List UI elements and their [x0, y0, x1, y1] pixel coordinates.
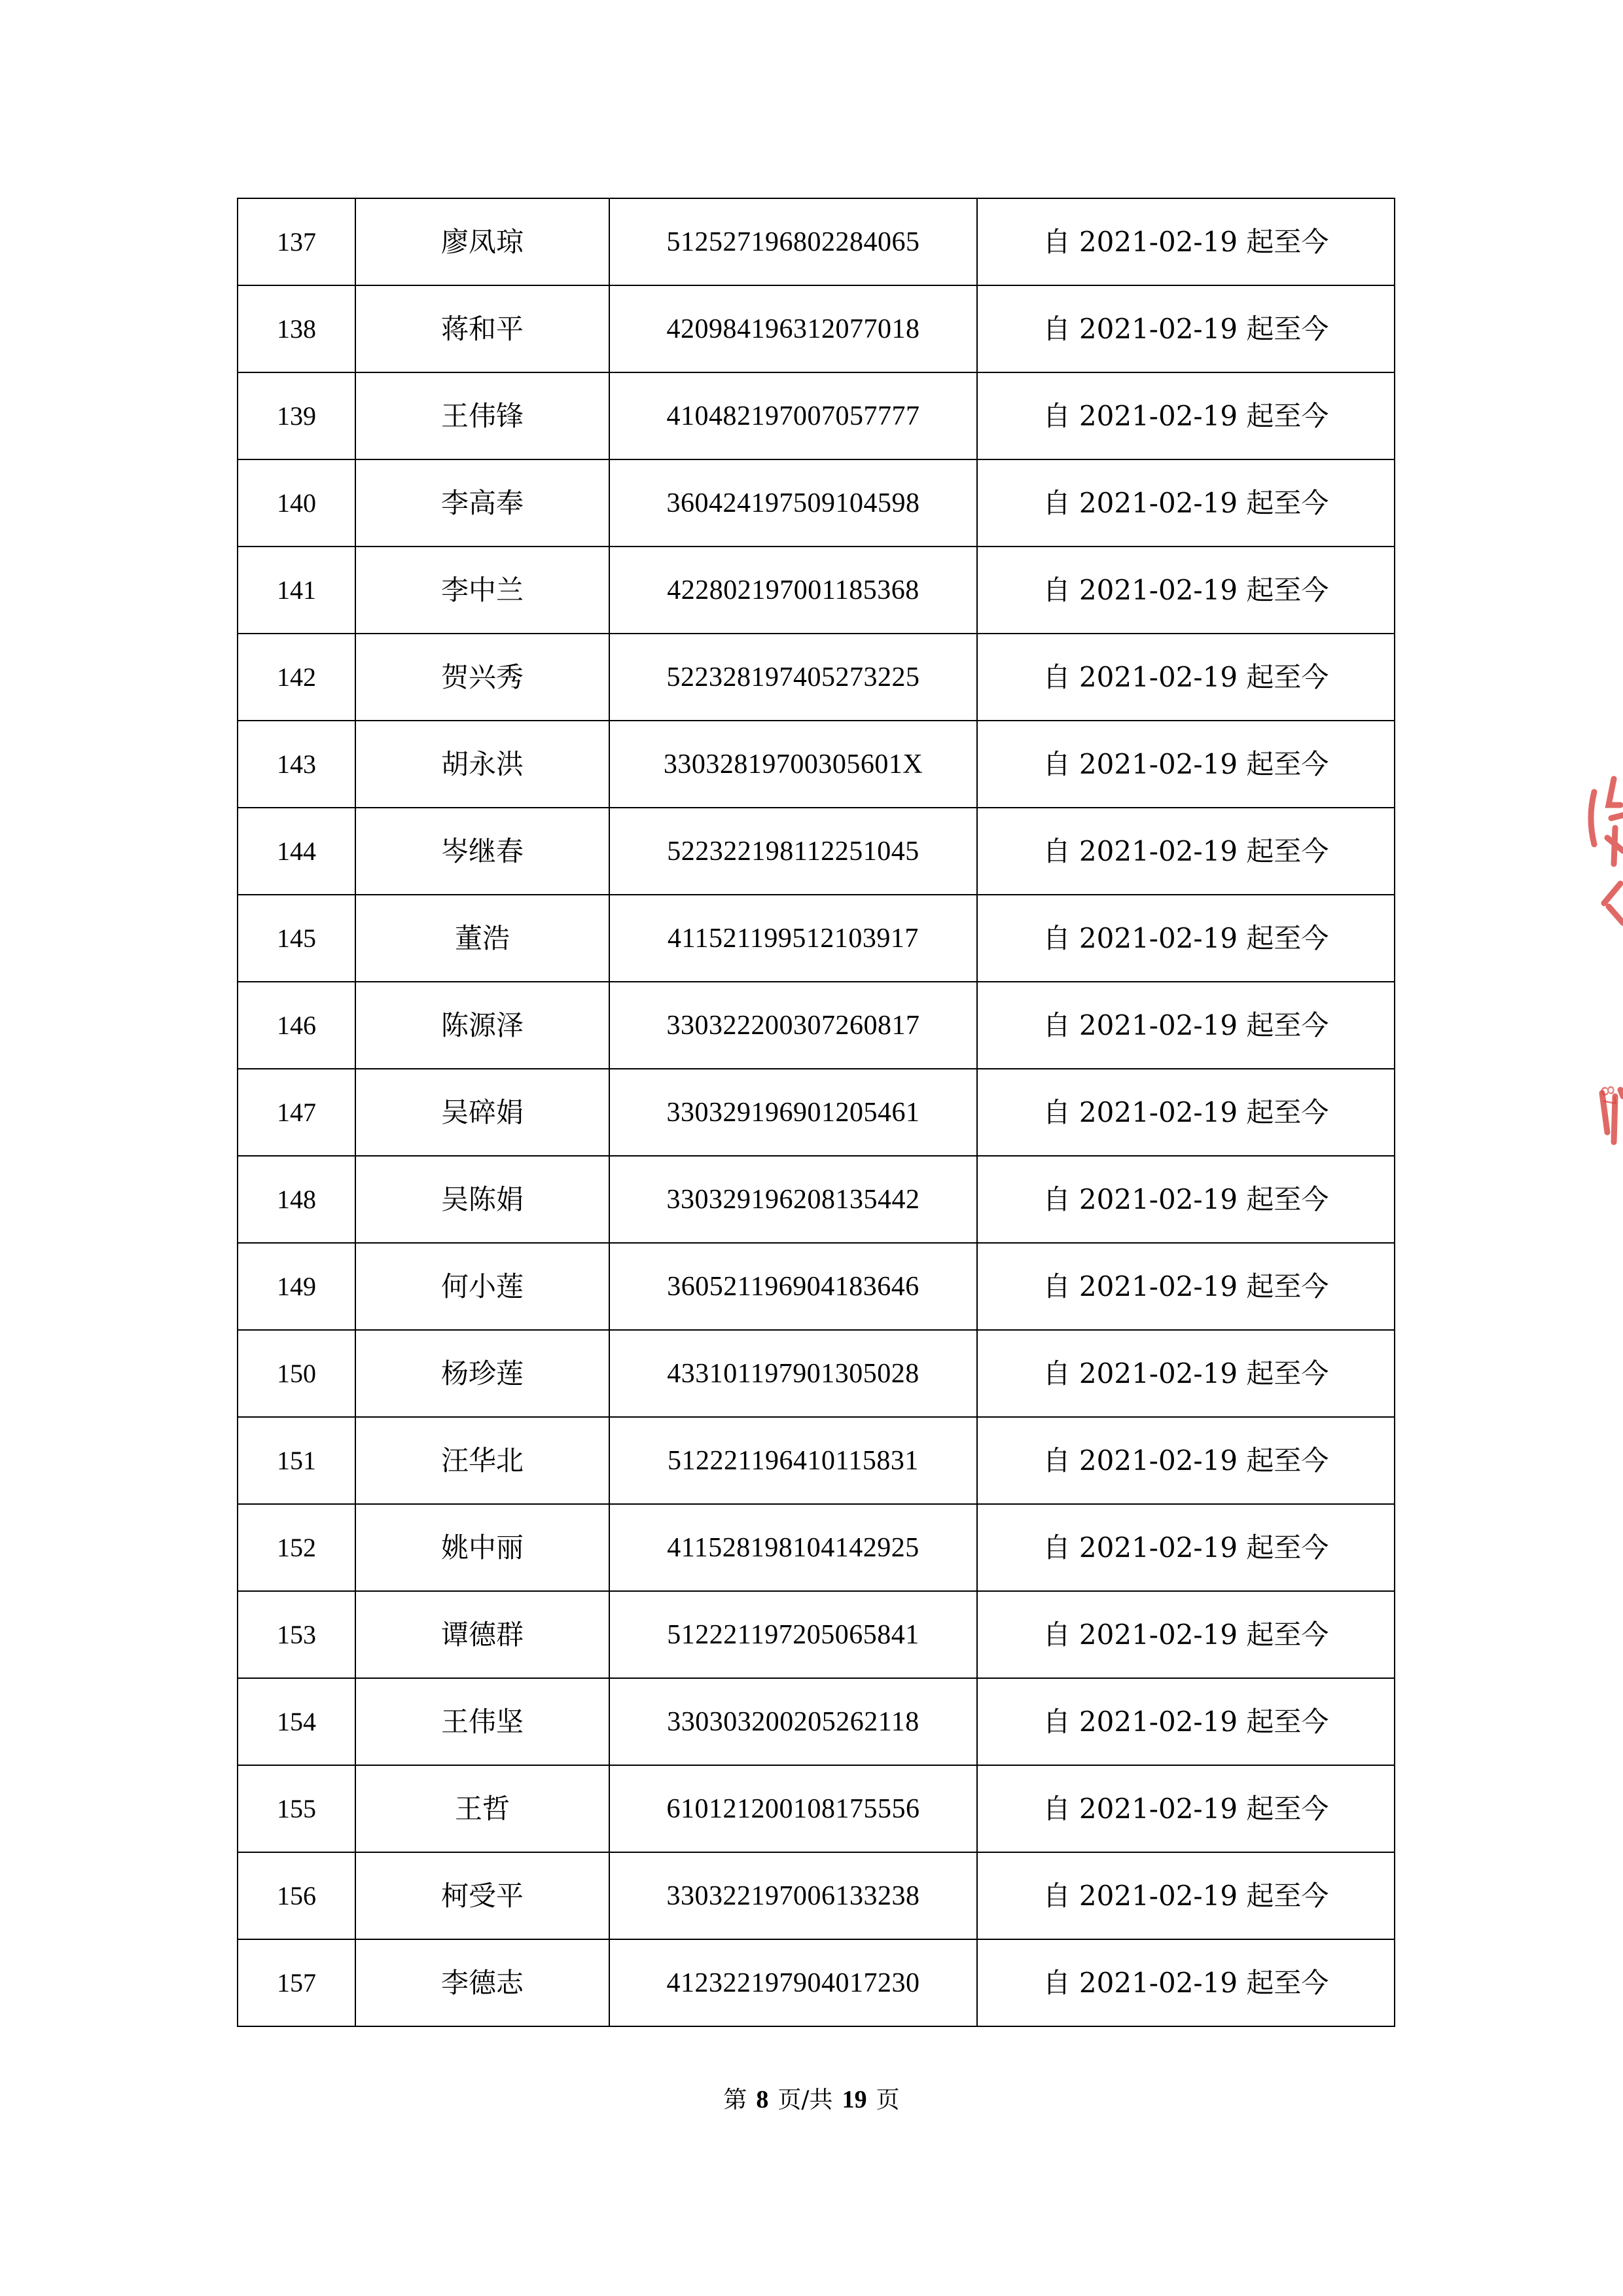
person-name: 何小莲 — [355, 1243, 609, 1330]
row-number: 150 — [238, 1330, 355, 1417]
date-period: 自 2021-02-19 起至今 — [977, 1765, 1395, 1852]
table-row — [238, 459, 1395, 547]
row-number: 143 — [238, 721, 355, 808]
table-row — [238, 1765, 1395, 1852]
id-number: 330329196208135442 — [609, 1156, 977, 1243]
table-row — [238, 1243, 1395, 1330]
id-number: 610121200108175556 — [609, 1765, 977, 1852]
id-number: 512221197205065841 — [609, 1591, 977, 1678]
records-table-body — [238, 198, 1395, 2026]
id-number: 330322200307260817 — [609, 982, 977, 1069]
person-name: 李高奉 — [355, 459, 609, 547]
date-period: 自 2021-02-19 起至今 — [977, 1852, 1395, 1939]
row-number: 155 — [238, 1765, 355, 1852]
row-number: 157 — [238, 1939, 355, 2026]
id-number: 433101197901305028 — [609, 1330, 977, 1417]
total-page-count: 19 — [842, 2086, 867, 2113]
id-number: 330322197006133238 — [609, 1852, 977, 1939]
date-period: 自 2021-02-19 起至今 — [977, 808, 1395, 895]
row-number: 137 — [238, 198, 355, 285]
row-number: 148 — [238, 1156, 355, 1243]
table-row — [238, 1417, 1395, 1504]
date-period: 自 2021-02-19 起至今 — [977, 634, 1395, 721]
current-page-number: 8 — [756, 2086, 769, 2113]
id-number: 33032819700305601X — [609, 721, 977, 808]
row-number: 141 — [238, 547, 355, 634]
id-number: 420984196312077018 — [609, 285, 977, 372]
date-period: 自 2021-02-19 起至今 — [977, 285, 1395, 372]
page-footer — [0, 2081, 1623, 2115]
table-row — [238, 1591, 1395, 1678]
date-period: 自 2021-02-19 起至今 — [977, 895, 1395, 982]
person-name: 李德志 — [355, 1939, 609, 2026]
table-row — [238, 808, 1395, 895]
table-row — [238, 1156, 1395, 1243]
row-number: 145 — [238, 895, 355, 982]
row-number: 147 — [238, 1069, 355, 1156]
table-row — [238, 285, 1395, 372]
footer-suffix: 页 — [876, 2087, 900, 2113]
row-number: 154 — [238, 1678, 355, 1765]
records-table — [237, 198, 1395, 2027]
footer-prefix: 第 — [723, 2087, 747, 2113]
date-period: 自 2021-02-19 起至今 — [977, 1243, 1395, 1330]
person-name: 吴碎娟 — [355, 1069, 609, 1156]
person-name: 李中兰 — [355, 547, 609, 634]
person-name: 柯受平 — [355, 1852, 609, 1939]
person-name: 汪华北 — [355, 1417, 609, 1504]
id-number: 410482197007057777 — [609, 372, 977, 459]
row-number: 152 — [238, 1504, 355, 1591]
seal-stamp-fragment — [1568, 766, 1623, 1145]
table-row — [238, 1678, 1395, 1765]
table-row — [238, 982, 1395, 1069]
id-number: 330303200205262118 — [609, 1678, 977, 1765]
date-period: 自 2021-02-19 起至今 — [977, 721, 1395, 808]
row-number: 153 — [238, 1591, 355, 1678]
id-number: 512221196410115831 — [609, 1417, 977, 1504]
footer-middle: 页/共 — [777, 2087, 833, 2113]
date-period: 自 2021-02-19 起至今 — [977, 1591, 1395, 1678]
person-name: 胡永洪 — [355, 721, 609, 808]
person-name: 董浩 — [355, 895, 609, 982]
row-number: 144 — [238, 808, 355, 895]
id-number: 360424197509104598 — [609, 459, 977, 547]
table-row — [238, 895, 1395, 982]
date-period: 自 2021-02-19 起至今 — [977, 1069, 1395, 1156]
row-number: 149 — [238, 1243, 355, 1330]
person-name: 姚中丽 — [355, 1504, 609, 1591]
table-row — [238, 1852, 1395, 1939]
seal-stamp-number: 87 — [1596, 1084, 1620, 1109]
person-name: 廖凤琼 — [355, 198, 609, 285]
date-period: 自 2021-02-19 起至今 — [977, 1156, 1395, 1243]
table-row — [238, 372, 1395, 459]
date-period: 自 2021-02-19 起至今 — [977, 372, 1395, 459]
date-period: 自 2021-02-19 起至今 — [977, 1678, 1395, 1765]
row-number: 146 — [238, 982, 355, 1069]
date-period: 自 2021-02-19 起至今 — [977, 198, 1395, 285]
row-number: 139 — [238, 372, 355, 459]
table-row — [238, 1939, 1395, 2026]
id-number: 512527196802284065 — [609, 198, 977, 285]
table-row — [238, 1504, 1395, 1591]
person-name: 贺兴秀 — [355, 634, 609, 721]
table-row — [238, 634, 1395, 721]
id-number: 412322197904017230 — [609, 1939, 977, 2026]
person-name: 谭德群 — [355, 1591, 609, 1678]
row-number: 156 — [238, 1852, 355, 1939]
person-name: 蒋和平 — [355, 285, 609, 372]
person-name: 王伟坚 — [355, 1678, 609, 1765]
date-period: 自 2021-02-19 起至今 — [977, 1330, 1395, 1417]
person-name: 王伟锋 — [355, 372, 609, 459]
id-number: 360521196904183646 — [609, 1243, 977, 1330]
date-period: 自 2021-02-19 起至今 — [977, 459, 1395, 547]
person-name: 岑继春 — [355, 808, 609, 895]
table-row — [238, 547, 1395, 634]
date-period: 自 2021-02-19 起至今 — [977, 982, 1395, 1069]
id-number: 411528198104142925 — [609, 1504, 977, 1591]
id-number: 522328197405273225 — [609, 634, 977, 721]
person-name: 吴陈娟 — [355, 1156, 609, 1243]
date-period: 自 2021-02-19 起至今 — [977, 1417, 1395, 1504]
person-name: 陈源泽 — [355, 982, 609, 1069]
row-number: 140 — [238, 459, 355, 547]
row-number: 142 — [238, 634, 355, 721]
id-number: 422802197001185368 — [609, 547, 977, 634]
table-row — [238, 198, 1395, 285]
date-period: 自 2021-02-19 起至今 — [977, 547, 1395, 634]
person-name: 王哲 — [355, 1765, 609, 1852]
date-period: 自 2021-02-19 起至今 — [977, 1939, 1395, 2026]
date-period: 自 2021-02-19 起至今 — [977, 1504, 1395, 1591]
row-number: 138 — [238, 285, 355, 372]
seal-stamp-graphic — [1568, 766, 1623, 1145]
table-row — [238, 1069, 1395, 1156]
id-number: 411521199512103917 — [609, 895, 977, 982]
person-name: 杨珍莲 — [355, 1330, 609, 1417]
id-number: 330329196901205461 — [609, 1069, 977, 1156]
table-row — [238, 1330, 1395, 1417]
row-number: 151 — [238, 1417, 355, 1504]
id-number: 522322198112251045 — [609, 808, 977, 895]
table-row — [238, 721, 1395, 808]
